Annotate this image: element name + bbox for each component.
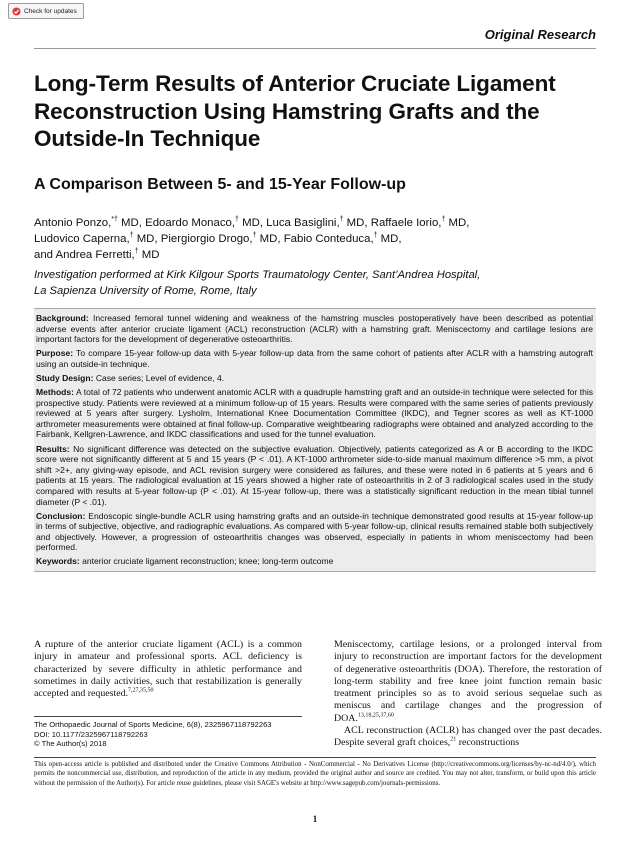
author: Ludovico Caperna,† MD, bbox=[34, 232, 161, 245]
article-type: Original Research bbox=[484, 27, 596, 42]
abstract-methods: Methods: A total of 72 patients who underwent anatomic ACLR with a quadruple hamstring graft and an outside-in technique were selected for this prospective study. Patients were reviewed at a minimum follow-up of 15 years. Results were compared with the same series of patients previously reviewed at 5 years after surgery. Lysholm, International Knee Documentation Committee (IKDC), and Tegner scores as well as KT-1000 arthrometer measurements were obtained at final follow-up. Comparative weightbearing radiographs were obtained and analyzed according to the Fairbank, Kellgren-Lawrence, and IKDC classifications and used for the tunnel evaluation. bbox=[36, 387, 593, 440]
badge-label: Check for updates bbox=[24, 7, 77, 15]
body-column-left: A rupture of the anterior cruciate ligament (ACL) is a common injury in amateur and professional sports. ACL deficiency is characterized by severe difficulty in athletic performance and sometimes in daily activities, such that restabilization is generally accepted and requested.$^{7,27,35,50}$ bbox=[34, 639, 302, 700]
affiliation-line: La Sapienza University of Rome, Rome, Italy bbox=[34, 284, 257, 297]
body-paragraph: Meniscectomy, cartilage lesions, or a prolonged interval from injury to reconstruction are important factors for the development of degenerative osteoarthritis (DOA). Therefore, the restoration of long-term stability and free knee joint function remain basic treatment principles so as to avoid serious sequelae such as meniscus and cartilage changes and the progression of DOA.$^{13,18,25,37,60}$ bbox=[334, 639, 602, 724]
journal-info bbox=[34, 716, 302, 749]
abstract-conclusion: Conclusion: Endoscopic single-bundle ACLR using hamstring grafts and an outside-in technique demonstrated good results at 15-year follow-up in terms of subjective, objective, and radiographic evaluations. As compared with 5-year follow-up, clinical results remained stable both subjectively and objectively. However, a progression of osteoarthritis changes was observed, especially in patients in whom meniscectomy had been performed. bbox=[36, 510, 593, 553]
page-number: 1 bbox=[312, 814, 318, 824]
author: and Andrea Ferretti,† MD bbox=[34, 248, 160, 261]
copyright: © The Author(s) 2018 bbox=[34, 739, 107, 748]
citation[interactable]: 21 bbox=[450, 737, 457, 744]
affiliation-line: Investigation performed at Kirk Kilgour Sports Traumatology Center, Sant’Andrea Hospital, bbox=[34, 269, 481, 281]
author: Piergiorgio Drogo,† MD, bbox=[160, 232, 284, 245]
doi[interactable]: DOI: 10.1177/2325967118792263 bbox=[34, 729, 148, 739]
author: Fabio Conteduca,† MD, bbox=[283, 232, 402, 245]
license-text: This open-access article is published and distributed under the Creative Commons Attribution - NonCommercial - No Derivatives License (http://creativecommons.org/licenses/by-nc-nd/4.0/), which permits the noncommercial use, distribution, and reproduction of the article in any medium, provided the original author and source are credited. You may not alter, transform, or build upon this article without the permission of the Author(s). For article reuse guidelines, please visit SAGE's website at http://www.sagepub.com/journals-permissions. bbox=[34, 761, 596, 787]
abstract-results: Results: No significant difference was detected on the subjective evaluation. Objectively, patients categorized as A or B according to the IKDC score were not significantly different at 5 and 15 years (P < .01). A KT-1000 arthrometer side-to-side manual maximum difference >5 mm, a pivot shift >2+, any giving-way episode, and ACL revision surgery were considered as failures, and these were noted in 6 patients at 5 years and 6 patients at 15 years. The radiological evaluation at 15 years showed a higher rate of osteoarthritis in 2 of 3 radiological scales used in the study compared with results at 5-year follow-up (P < .01). At 15-year follow-up, there was a statistically significant reduction in the mean tibial tunnel diameter (P < .01). bbox=[36, 443, 593, 507]
abstract-box bbox=[34, 308, 596, 572]
citation[interactable]: 7,27,35,50 bbox=[128, 687, 154, 694]
journal-citation: The Orthopaedic Journal of Sports Medicine, 6(8), 2325967118792263 bbox=[34, 720, 272, 729]
check-for-updates-badge[interactable] bbox=[8, 3, 84, 19]
license-divider bbox=[34, 757, 596, 758]
abstract-keywords: Keywords: anterior cruciate ligament reconstruction; knee; long-term outcome bbox=[36, 556, 334, 567]
body-column-right bbox=[334, 639, 602, 750]
abstract-study-design: Study Design: Case series; Level of evidence, 4. bbox=[36, 372, 225, 383]
author: Luca Basiglini,† MD, bbox=[266, 216, 371, 229]
author: Antonio Ponzo,*† MD, bbox=[34, 216, 146, 229]
citation[interactable]: 13,18,25,37,60 bbox=[357, 712, 394, 719]
author: Raffaele Iorio,† MD, bbox=[370, 216, 470, 229]
article-subtitle: A Comparison Between 5- and 15-Year Follow-up bbox=[34, 176, 406, 193]
crossmark-icon bbox=[12, 7, 21, 16]
affiliation bbox=[34, 268, 604, 299]
journal-divider bbox=[34, 716, 302, 717]
author-list bbox=[34, 215, 604, 263]
header-divider bbox=[34, 48, 596, 49]
abstract-background: Background: Increased femoral tunnel widening and weakness of the hamstring muscles postoperatively have been described as potential adverse events after anterior cruciate ligament (ACL) reconstruction (ACLR) with a hamstring graft. Meniscectomy and cartilage lesions are important factors for the development of degenerative osteoarthritis. bbox=[36, 313, 593, 345]
abstract-purpose: Purpose: To compare 15-year follow-up data with 5-year follow-up data from the same cohort of patients after ACLR with a hamstring autograft using an outside-in technique. bbox=[36, 348, 593, 369]
author: Edoardo Monaco,† MD, bbox=[145, 216, 267, 229]
article-title: Long-Term Results of Anterior Cruciate Ligament Reconstruction Using Hamstring Grafts and the Outside-In Technique bbox=[34, 71, 556, 151]
body-paragraph: ACL reconstruction (ACLR) has changed over the past decades. Despite several graft choices,$^{21}$ reconstructions bbox=[334, 725, 602, 749]
